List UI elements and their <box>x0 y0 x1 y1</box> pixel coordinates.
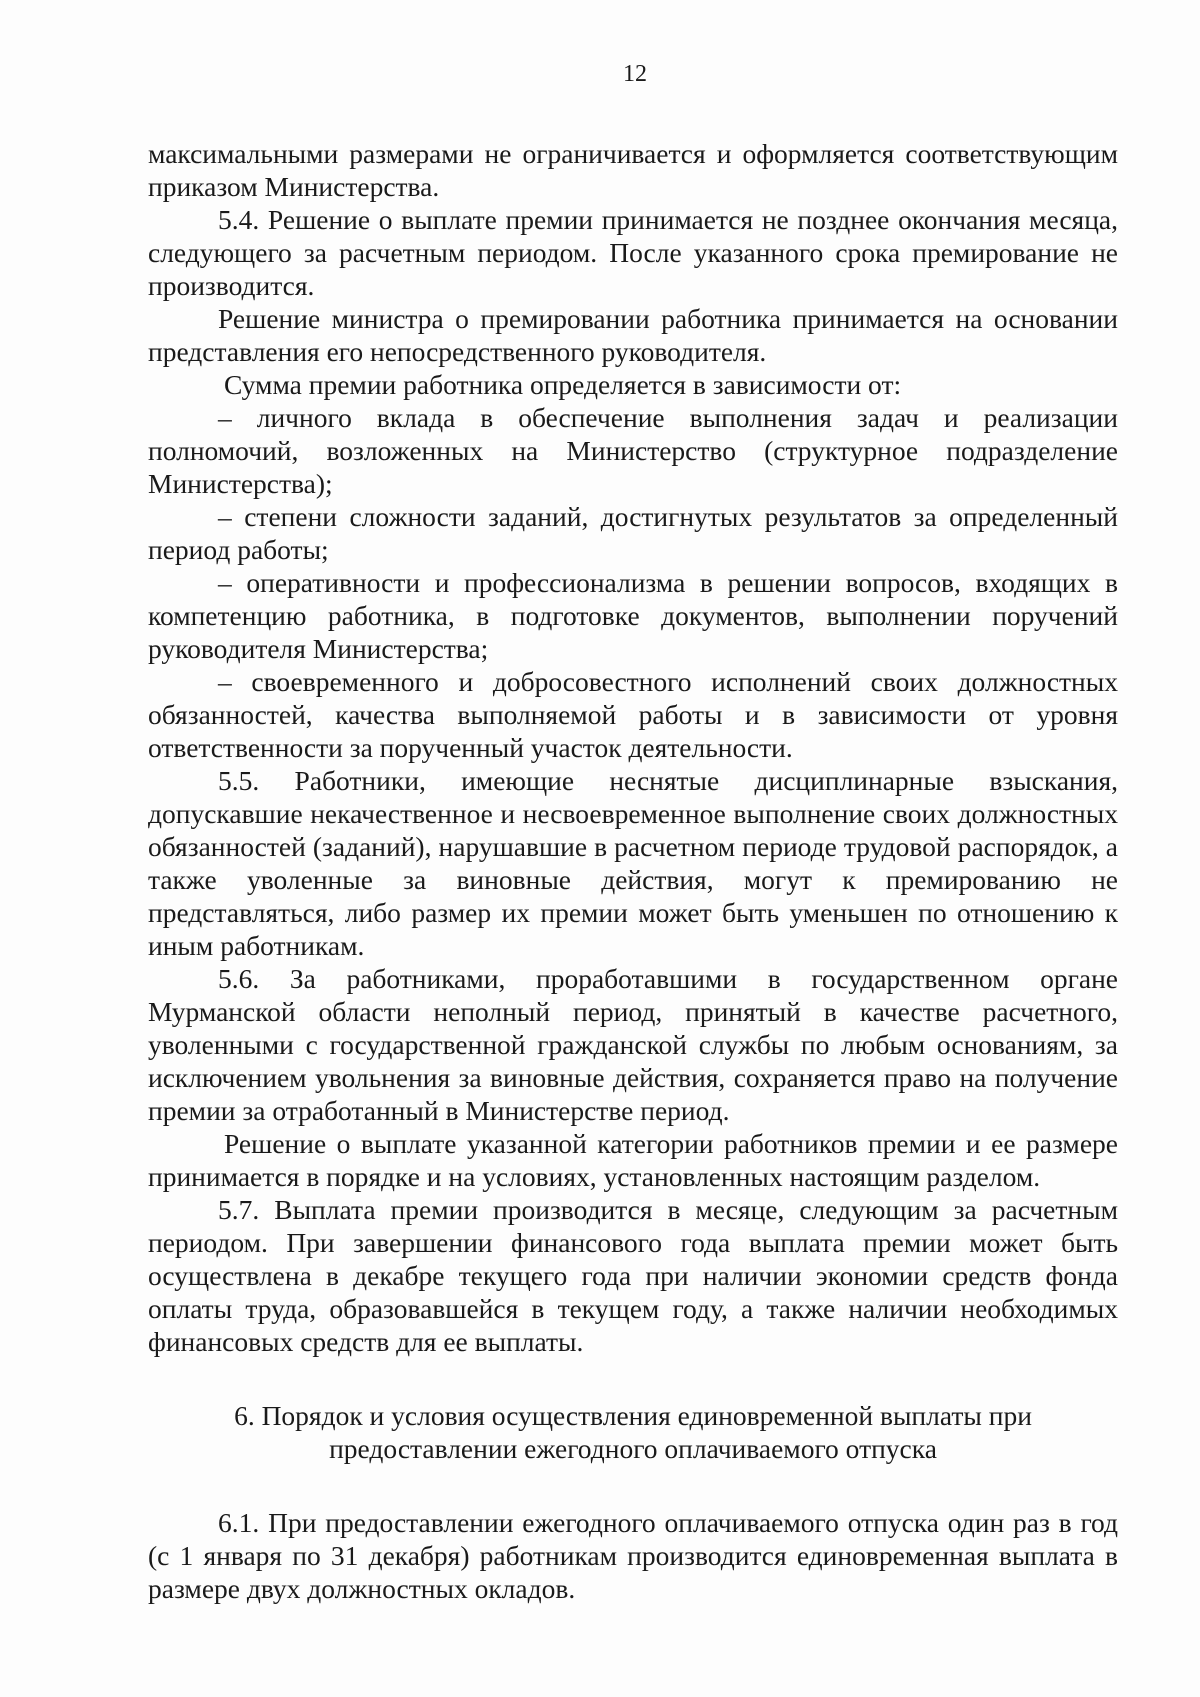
paragraph-5-4: 5.4. Решение о выплате премии принимается не позднее окончания месяца, следующего за расчетным периодом. После указанного срока премирование не производится. <box>148 204 1118 301</box>
list-item-personal-contribution: – личного вклада в обеспечение выполнения задач и реализации полномочий, возложенных на Министерство (структурное подразделение Министерства); <box>148 402 1118 499</box>
page-number: 12 <box>623 61 647 87</box>
paragraph-category-decision: Решение о выплате указанной категории работников премии и ее размере принимается в порядке и на условиях, установленных настоящим разделом. <box>148 1128 1118 1192</box>
paragraph-6-1: 6.1. При предоставлении ежегодного оплачиваемого отпуска один раз в год (с 1 января по 31 декабря) работникам производится единовременная выплата в размере двух должностных окладов. <box>148 1507 1118 1604</box>
paragraph-5-6: 5.6. За работниками, проработавшими в государственном органе Мурманской области неполный период, принятый в качестве расчетного, уволенными с государственной гражданской службы по любым основаниям, за исключением увольнения за виновные действия, сохраняется право на получение премии за отработанный в Министерстве период. <box>148 963 1118 1126</box>
paragraph-bonus-amount-intro: Сумма премии работника определяется в зависимости от: <box>224 369 902 400</box>
document-body <box>148 137 1118 1605</box>
paragraph-minister-decision: Решение министра о премировании работника принимается на основании представления его непосредственного руководителя. <box>148 303 1118 367</box>
section-heading-line-1: 6. Порядок и условия осуществления единовременной выплаты при <box>234 1400 1032 1431</box>
paragraph-5-5: 5.5. Работники, имеющие неснятые дисциплинарные взыскания, допускавшие некачественное и несвоевременное выполнение своих должностных обязанностей (заданий), нарушавшие в расчетном периоде трудовой распорядок, а также уволенные за виновные действия, могут к премированию не представляться, либо размер их премии может быть уменьшен по отношению к иным работникам. <box>148 765 1118 961</box>
paragraph-continuation: максимальными размерами не ограничивается и оформляется соответствующим приказом Министерства. <box>148 138 1118 202</box>
section-heading-6 <box>148 1399 1118 1465</box>
paragraph-5-7: 5.7. Выплата премии производится в месяце, следующим за расчетным периодом. При завершении финансового года выплата премии может быть осуществлена в декабре текущего года при наличии экономии средств фонда оплаты труда, образовавшейся в текущем году, а также наличии необходимых финансовых средств для ее выплаты. <box>148 1194 1118 1357</box>
list-item-timeliness: – своевременного и добросовестного исполнений своих должностных обязанностей, качества выполняемой работы и в зависимости от уровня ответственности за порученный участок деятельности. <box>148 666 1118 763</box>
list-item-efficiency: – оперативности и профессионализма в решении вопросов, входящих в компетенцию работника, в подготовке документов, выполнении поручений руководителя Министерства; <box>148 567 1118 664</box>
list-item-task-complexity: – степени сложности заданий, достигнутых результатов за определенный период работы; <box>148 501 1118 565</box>
section-heading-line-2: предоставлении ежегодного оплачиваемого отпуска <box>329 1433 937 1464</box>
